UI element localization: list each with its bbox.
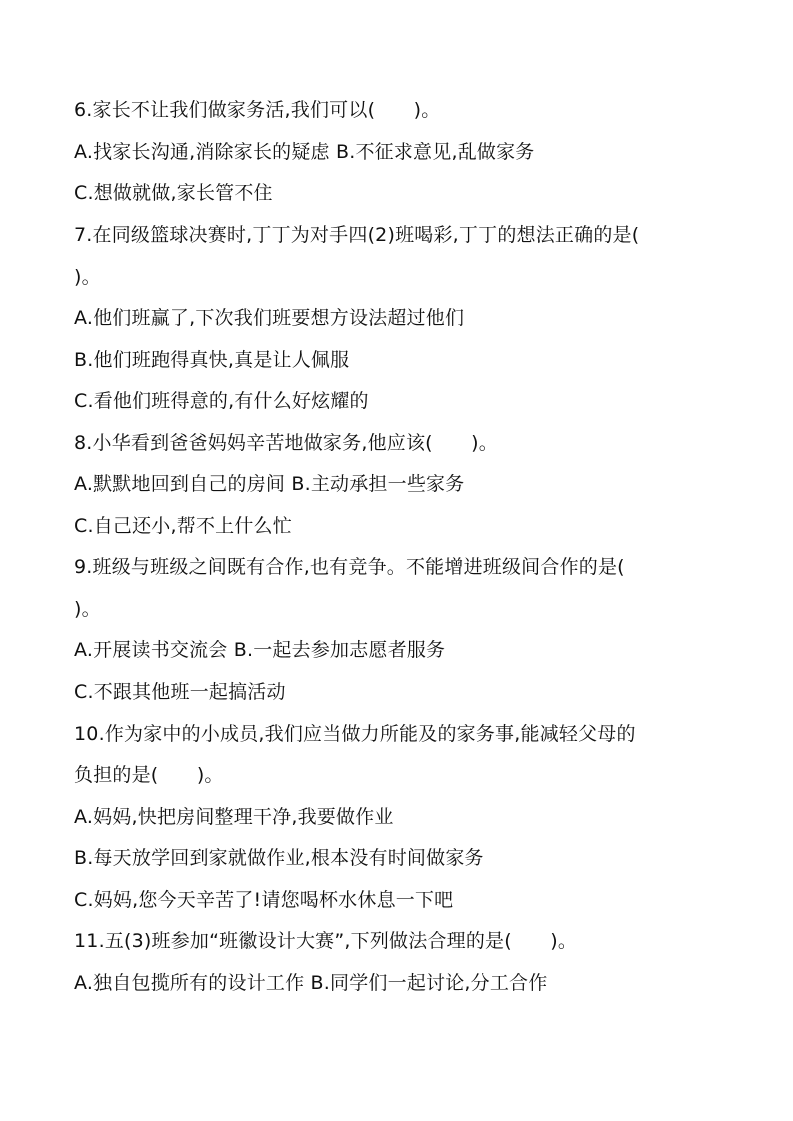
question-9-stem: 9.班级与班级之间既有合作,也有竞争。不能增进班级间合作的是( — [74, 556, 625, 578]
question-6-stem: 6.家长不让我们做家务活,我们可以( )。 — [74, 99, 441, 121]
question-6-option-c: C.想做就做,家长管不住 — [74, 182, 273, 204]
question-9-option-c: C.不跟其他班一起搞活动 — [74, 681, 286, 703]
question-8-option-c: C.自己还小,帮不上什么忙 — [74, 515, 292, 537]
question-11-options-ab: A.独自包揽所有的设计工作 B.同学们一起讨论,分工合作 — [74, 972, 548, 994]
question-7-option-b: B.他们班跑得真快,真是让人佩服 — [74, 349, 350, 371]
question-8-stem: 8.小华看到爸爸妈妈辛苦地做家务,他应该( )。 — [74, 432, 498, 454]
question-10-option-c: C.妈妈,您今天辛苦了!请您喝杯水休息一下吧 — [74, 889, 454, 911]
question-10-option-b: B.每天放学回到家就做作业,根本没有时间做家务 — [74, 847, 484, 869]
question-10-stem-cont: 负担的是( )。 — [74, 764, 224, 786]
question-9-stem-cont: )。 — [74, 598, 101, 620]
question-8-options-ab: A.默默地回到自己的房间 B.主动承担一些家务 — [74, 473, 465, 495]
question-10-option-a: A.妈妈,快把房间整理干净,我要做作业 — [74, 806, 394, 828]
question-7-stem: 7.在同级篮球决赛时,丁丁为对手四(2)班喝彩,丁丁的想法正确的是( — [74, 224, 640, 246]
question-7-option-c: C.看他们班得意的,有什么好炫耀的 — [74, 390, 369, 412]
question-7-stem-cont: )。 — [74, 266, 101, 288]
question-11-stem: 11.五(3)班参加“班徽设计大赛”,下列做法合理的是( )。 — [74, 930, 578, 952]
question-6-options-ab: A.找家长沟通,消除家长的疑虑 B.不征求意见,乱做家务 — [74, 141, 535, 163]
question-10-stem: 10.作为家中的小成员,我们应当做力所能及的家务事,能减轻父母的 — [74, 723, 636, 745]
question-9-options-ab: A.开展读书交流会 B.一起去参加志愿者服务 — [74, 639, 446, 661]
question-7-option-a: A.他们班赢了,下次我们班要想方设法超过他们 — [74, 307, 465, 329]
